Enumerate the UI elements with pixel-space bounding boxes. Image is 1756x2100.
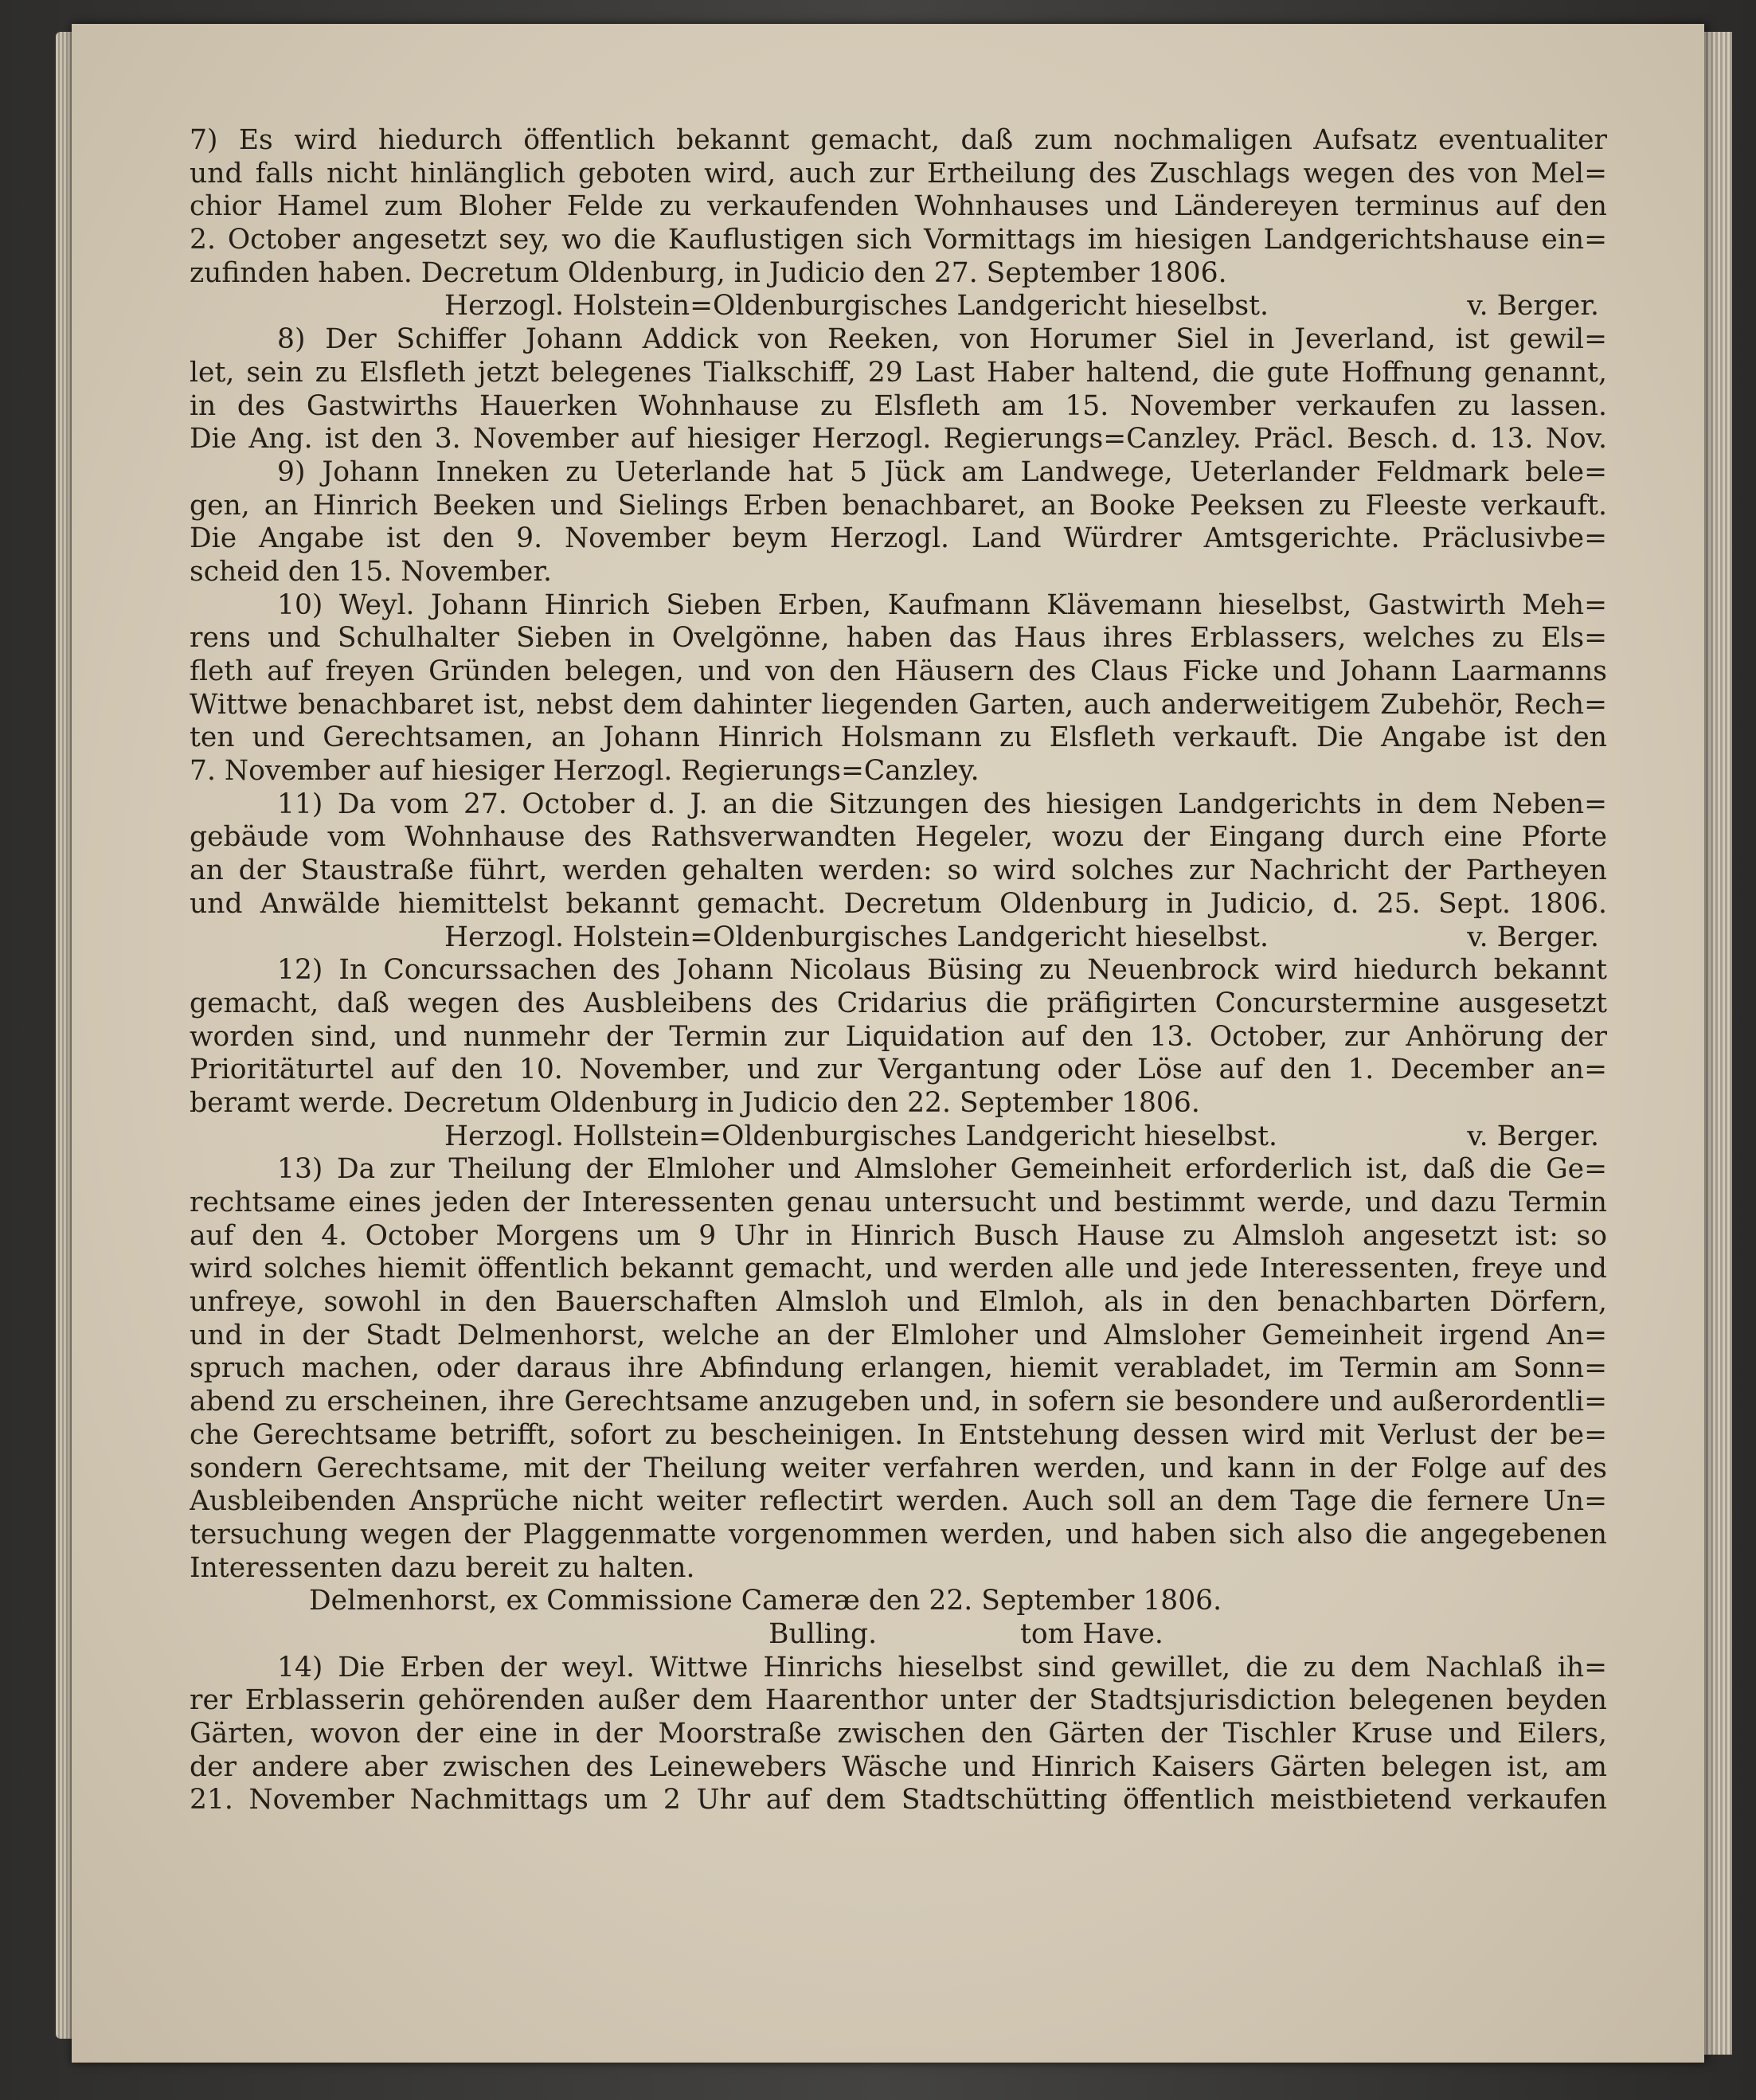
text-line: und in der Stadt Delmenhorst, welche an der Elmloher und Almsloher Gemeinheit irgend An= — [190, 1319, 1607, 1351]
text-line: 12) In Concurssachen des Johann Nicolaus Büsing zu Neuenbrock wird hiedurch bekannt — [277, 954, 1607, 987]
text-line: gen, an Hinrich Beeken und Sielings Erben benachbaret, an Booke Peeksen zu Fleeste verkauft. — [190, 489, 1607, 522]
signatory: tom Have. — [1020, 1617, 1163, 1650]
signature-line — [190, 1618, 1607, 1652]
text-line: beramt werde. Decretum Oldenburg in Judicio den 22. September 1806. — [190, 1086, 1200, 1119]
text-line: in des Gastwirths Hauerken Wohnhause zu Elsfleth am 15. November verkaufen zu lassen. — [190, 389, 1607, 422]
text-line: wird solches hiemit öffentlich bekannt gemacht, und werden alle und jede Interessenten, freye und — [190, 1253, 1607, 1285]
signatory: v. Berger. — [1467, 290, 1599, 323]
text-line: spruch machen, oder daraus ihre Abfindung erlangen, hiemit verabladet, im Termin am Sonn= — [190, 1352, 1607, 1385]
text-line: che Gerechtsame betrifft, sofort zu bescheinigen. In Entstehung dessen wird mit Verlust der be= — [190, 1418, 1607, 1451]
text-line: 7. November auf hiesiger Herzogl. Regierungs=Canzley. — [190, 755, 980, 788]
text-line: ten und Gerechtsamen, an Johann Hinrich Holsmann zu Elsfleth verkauft. Die Angabe ist den — [190, 722, 1607, 754]
court-name: Herzogl. Holstein=Oldenburgisches Landgericht hieselbst. — [444, 290, 1269, 323]
text-line: Interessenten dazu bereit zu halten. — [190, 1551, 695, 1584]
text-line: let, sein zu Elsfleth jetzt belegenes Tialkschiff, 29 Last Haber haltend, die gute Hoffnung genannt, — [190, 356, 1607, 389]
text-line: abend zu erscheinen, ihre Gerechtsame anzugeben und, in sofern sie besondere und außerordentli= — [190, 1386, 1607, 1418]
text-line: rens und Schulhalter Sieben in Ovelgönne, haben das Haus ihres Erblassers, welches zu Els= — [190, 622, 1607, 655]
text-line: Gärten, wovon der eine in der Moorstraße zwischen den Gärten der Tischler Kruse und Eilers, — [190, 1718, 1607, 1750]
court-name: Herzogl. Holstein=Oldenburgisches Landgericht hieselbst. — [444, 921, 1269, 953]
text-line: Ausbleibenden Ansprüche nicht weiter reflectirt werden. Auch soll an dem Tage die fernere Un= — [190, 1485, 1607, 1518]
text-line: Wittwe benachbaret ist, nebst dem dahinter liegenden Garten, auch anderweitigem Zubehör, Rech= — [190, 688, 1607, 721]
signature-line — [190, 1120, 1607, 1154]
text-line: worden sind, und nunmehr der Termin zur Liquidation auf den 13. October, zur Anhörung der — [190, 1020, 1607, 1053]
text-line: Die Angabe ist den 9. November beym Herzogl. Land Würdrer Amtsgerichte. Präclusivbe= — [190, 522, 1607, 555]
text-line: 13) Da zur Theilung der Elmloher und Almsloher Gemeinheit erforderlich ist, daß die Ge= — [277, 1153, 1607, 1186]
text-line: 8) Der Schiffer Johann Addick von Reeken, von Horumer Siel in Jeverland, ist gewil= — [277, 323, 1607, 356]
text-line: 14) Die Erben der weyl. Wittwe Hinrichs hieselbst sind gewillet, die zu dem Nachlaß ih= — [277, 1651, 1607, 1684]
signature-line — [190, 921, 1607, 955]
text-line: der andere aber zwischen des Leinewebers Wäsche und Hinrich Kaisers Gärten belegen ist, am — [190, 1750, 1607, 1783]
text-line: 10) Weyl. Johann Hinrich Sieben Erben, Kaufmann Klävemann hieselbst, Gastwirth Meh= — [277, 589, 1607, 621]
document-text — [190, 124, 1607, 1817]
text-line: 7) Es wird hiedurch öffentlich bekannt gemacht, daß zum nochmaligen Aufsatz eventualiter — [190, 124, 1607, 156]
text-line: Prioritäturtel auf den 10. November, und zur Vergantung oder Löse auf den 1. December an= — [190, 1054, 1607, 1086]
text-line: rechtsame eines jeden der Interessenten genau untersucht und bestimmt werde, und dazu Termin — [190, 1187, 1607, 1218]
text-line: auf den 4. October Morgens um 9 Uhr in Hinrich Busch Hause zu Almsloh angesetzt ist: so — [190, 1219, 1607, 1252]
text-line: und falls nicht hinlänglich geboten wird, auch zur Ertheilung des Zuschlags wegen des von Mel= — [190, 157, 1607, 190]
signatory: Bulling. — [768, 1617, 878, 1650]
text-line: Die Ang. ist den 3. November auf hiesiger Herzogl. Regierungs=Canzley. Präcl. Besch. d. 13. Nov. — [190, 423, 1607, 456]
signature-line — [190, 290, 1607, 323]
text-line: gemacht, daß wegen des Ausbleibens des Cridarius die präfigirten Concurstermine ausgesetzt — [190, 987, 1607, 1019]
text-line: 11) Da vom 27. October d. J. an die Sitzungen des hiesigen Landgerichts in dem Neben= — [277, 788, 1607, 820]
text-line: an der Staustraße führt, werden gehalten werden: so wird solches zur Nachricht der Partheyen — [190, 854, 1607, 887]
text-line: chior Hamel zum Bloher Felde zu verkaufenden Wohnhauses und Ländereyen terminus auf den — [190, 190, 1607, 223]
signatory: v. Berger. — [1467, 1120, 1599, 1152]
text-line: rer Erblasserin gehörenden außer dem Haarenthor unter der Stadtsjurisdiction belegenen beyden — [190, 1684, 1607, 1717]
text-line: sondern Gerechtsame, mit der Theilung weiter verfahren werden, und kann in der Folge auf des — [190, 1452, 1607, 1484]
text-line: fleth auf freyen Gründen belegen, und von den Häusern des Claus Ficke und Johann Laarmanns — [190, 655, 1607, 687]
court-name: Herzogl. Hollstein=Oldenburgisches Landgericht hieselbst. — [444, 1120, 1277, 1152]
text-line: 2. October angesetzt sey, wo die Kauflustigen sich Vormittags im hiesigen Landgerichtshause ein= — [190, 224, 1607, 256]
text-line: unfreye, sowohl in den Bauerschaften Almsloh und Elmloh, als in den benachbarten Dörfern, — [190, 1286, 1607, 1319]
text-line: 21. November Nachmittags um 2 Uhr auf dem Stadtschütting öffentlich meistbietend verkaufen — [190, 1784, 1607, 1816]
text-line: gebäude vom Wohnhause des Rathsverwandten Hegeler, wozu der Eingang durch eine Pforte — [190, 821, 1607, 854]
text-line: und Anwälde hiemittelst bekannt gemacht. Decretum Oldenburg in Judicio, d. 25. Sept. 1806. — [190, 887, 1607, 920]
text-line: 9) Johann Inneken zu Ueterlande hat 5 Jück am Landwege, Ueterlander Feldmark bele= — [277, 456, 1607, 488]
text-line: tersuchung wegen der Plaggenmatte vorgenommen werden, und haben sich also die angegebenen — [190, 1518, 1607, 1551]
place-date-line: Delmenhorst, ex Commissione Cameræ den 22. September 1806. — [309, 1585, 1222, 1617]
text-line: zufinden haben. Decretum Oldenburg, in Judicio den 27. September 1806. — [190, 256, 1227, 289]
signatory: v. Berger. — [1467, 921, 1599, 953]
text-line: scheid den 15. November. — [190, 555, 553, 588]
